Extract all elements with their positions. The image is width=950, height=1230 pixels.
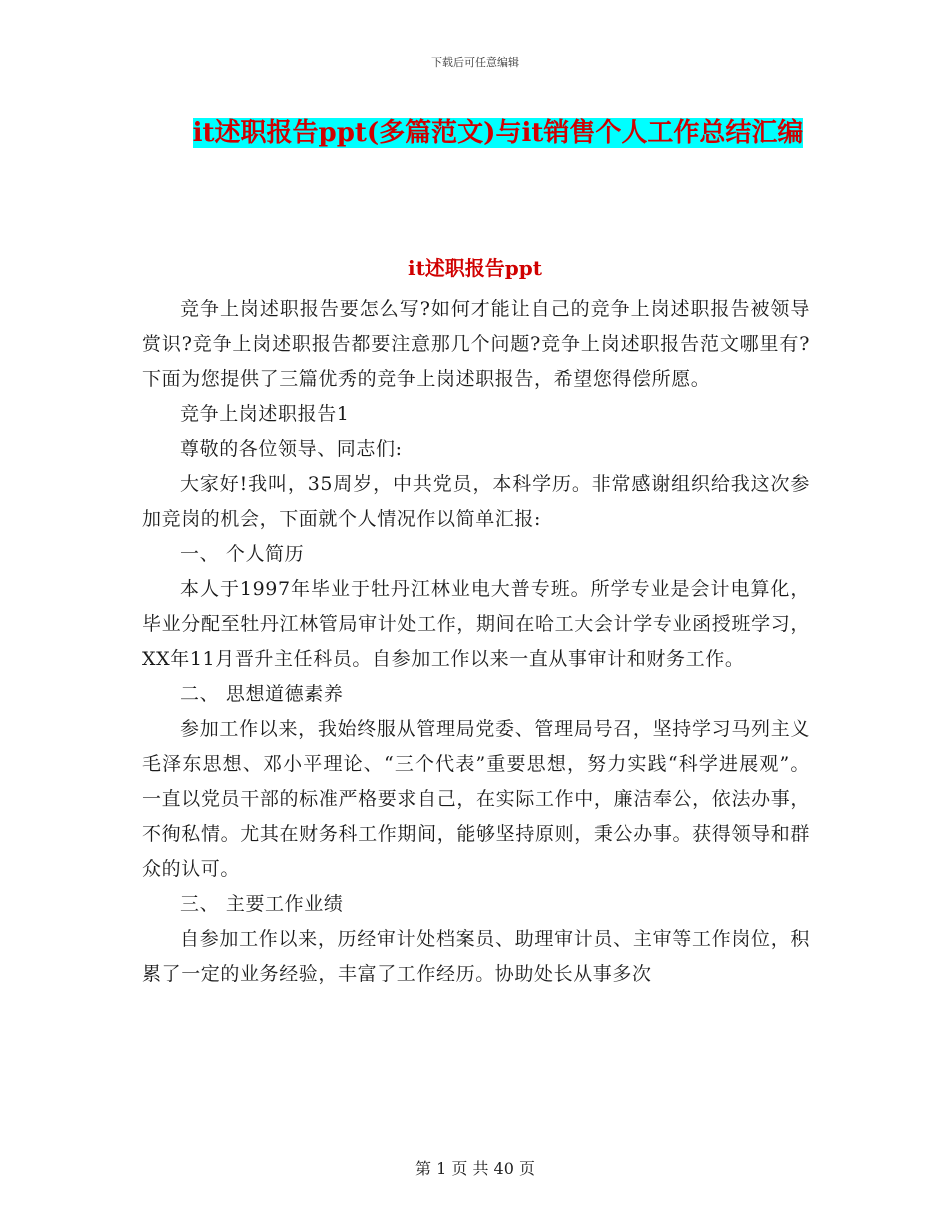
paragraph-salutation: 尊敬的各位领导、同志们:	[180, 438, 403, 460]
paragraph-resume: 本人于1997年毕业于牡丹江林业电大普专班。所学专业是会计电算化，毕业分配至牡丹江林管局审计处工作，期间在哈工大会计学专业函授班学习，XX年11月晋升主任科员。自参加工作以来一直从事审计和财务工作。	[142, 578, 810, 670]
section-title: it述职报告ppt	[407, 256, 543, 280]
paragraph-heading-ethics: 二、 思想道德素养	[180, 683, 344, 705]
header-note: 下载后可任意编辑	[431, 56, 519, 69]
paragraph-heading-resume: 一、 个人简历	[180, 543, 305, 565]
document-body	[142, 292, 810, 992]
paragraph-achievements: 自参加工作以来，历经审计处档案员、助理审计员、主审等工作岗位，积累了一定的业务经验，丰富了工作经历。协助处长从事多次	[142, 928, 810, 985]
paragraph-greeting: 大家好!我叫，35周岁，中共党员，本科学历。非常感谢组织给我这次参加竞岗的机会，下面就个人情况作以简单汇报:	[142, 473, 810, 530]
paragraph-ethics: 参加工作以来，我始终服从管理局党委、管理局号召，坚持学习马列主义毛泽东思想、邓小平理论、“三个代表”重要思想，努力实践“科学进展观”。一直以党员干部的标准严格要求自己，在实际工作中，廉洁奉公，依法办事，不徇私情。尤其在财务科工作期间，能够坚持原则，秉公办事。获得领导和群众的认可。	[142, 718, 810, 880]
paragraph-heading-achievements: 三、 主要工作业绩	[180, 893, 344, 915]
document-title-text: it述职报告ppt(多篇范文)与it销售个人工作总结汇编	[192, 118, 804, 148]
page-number-footer: 第 1 页 共 40 页	[415, 1159, 535, 1178]
paragraph-intro: 竞争上岗述职报告要怎么写?如何才能让自己的竞争上岗述职报告被领导赏识?竞争上岗述职报告都要注意那几个问题?竞争上岗述职报告范文哪里有?下面为您提供了三篇优秀的竞争上岗述职报告，希望您得偿所愿。	[142, 298, 810, 390]
paragraph-report-heading: 竞争上岗述职报告1	[180, 403, 350, 425]
document-title	[188, 112, 808, 154]
